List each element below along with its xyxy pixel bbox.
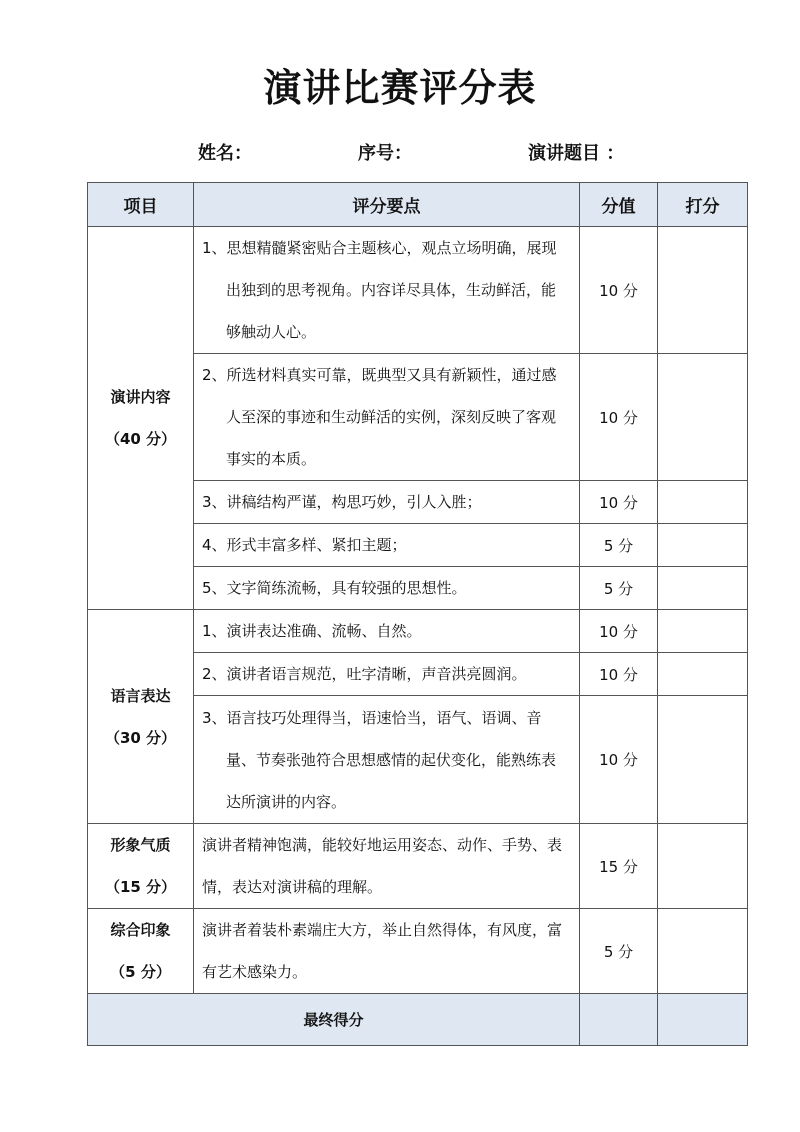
- criteria-text: 1、演讲表达准确、流畅、自然。: [202, 622, 422, 640]
- category-score: （40 分）: [104, 430, 177, 448]
- points-cell: 10 分: [580, 227, 658, 354]
- criteria-cell: [194, 481, 580, 524]
- score-input-cell[interactable]: [658, 354, 748, 481]
- topic-label: 演讲题目 ：: [528, 143, 625, 164]
- table-row: [88, 610, 748, 653]
- page-title: 演讲比赛评分表: [263, 66, 537, 110]
- category-cell: [88, 610, 194, 824]
- criteria-text: 5、文字简练流畅，具有较强的思想性。: [202, 579, 467, 597]
- points-cell: 10 分: [580, 610, 658, 653]
- score-input-cell[interactable]: [658, 481, 748, 524]
- score-input-cell[interactable]: [658, 567, 748, 610]
- score-input-cell[interactable]: [658, 610, 748, 653]
- final-points-cell: [580, 994, 658, 1046]
- score-table: [87, 182, 748, 1046]
- table-row: [88, 824, 748, 909]
- points-cell: 15 分: [580, 824, 658, 909]
- category-cell: [88, 824, 194, 909]
- criteria-cell: [194, 909, 580, 994]
- table-header-row: [88, 183, 748, 227]
- criteria-cell: [194, 696, 580, 824]
- score-input-cell[interactable]: [658, 824, 748, 909]
- category-name: 演讲内容: [110, 388, 171, 406]
- category-score: （30 分）: [104, 728, 177, 747]
- header-score: 打分: [658, 183, 748, 227]
- category-name: 形象气质: [110, 836, 171, 854]
- points-cell: 10 分: [580, 354, 658, 481]
- header-points: 分值: [580, 183, 658, 227]
- criteria-cell: [194, 354, 580, 481]
- points-cell: 5 分: [580, 567, 658, 610]
- criteria-cell: [194, 524, 580, 567]
- criteria-cell: [194, 610, 580, 653]
- criteria-text: 3、语言技巧处理得当，语速恰当，语气、语调、音量、节奏张弛符合思想感情的起伏变化，能熟练表达所演讲的内容。: [202, 708, 557, 811]
- criteria-cell: [194, 824, 580, 909]
- table-row: [88, 909, 748, 994]
- criteria-text: 演讲者着装朴素端庄大方，举止自然得体，有风度，富有艺术感染力。: [202, 921, 563, 981]
- criteria-text: 2、所选材料真实可靠，既典型又具有新颖性，通过感人至深的事迹和生动鲜活的实例，深刻反映了客观事实的本质。: [202, 366, 557, 468]
- points-cell: 10 分: [580, 481, 658, 524]
- final-score-input-cell[interactable]: [658, 994, 748, 1046]
- category-cell: [88, 227, 194, 610]
- criteria-text: 3、讲稿结构严谨，构思巧妙，引人入胜；: [202, 493, 482, 511]
- category-name: 语言表达: [110, 686, 171, 705]
- score-input-cell[interactable]: [658, 696, 748, 824]
- header-item: 项目: [88, 183, 194, 227]
- criteria-cell: [194, 227, 580, 354]
- category-name: 综合印象: [110, 921, 171, 939]
- category-cell: [88, 909, 194, 994]
- points-cell: 10 分: [580, 653, 658, 696]
- points-cell: 5 分: [580, 909, 658, 994]
- category-score: （15 分）: [104, 878, 177, 896]
- score-input-cell[interactable]: [658, 227, 748, 354]
- criteria-text: 2、演讲者语言规范，吐字清晰，声音洪亮圆润。: [202, 665, 527, 683]
- criteria-text: 4、形式丰富多样、紧扣主题；: [202, 536, 407, 554]
- points-cell: 10 分: [580, 696, 658, 824]
- header-criteria: 评分要点: [194, 183, 580, 227]
- score-input-cell[interactable]: [658, 653, 748, 696]
- final-score-row: [88, 994, 748, 1046]
- criteria-cell: [194, 567, 580, 610]
- criteria-cell: [194, 653, 580, 696]
- points-cell: 5 分: [580, 524, 658, 567]
- sequence-label: 序号：: [358, 143, 412, 164]
- score-input-cell[interactable]: [658, 909, 748, 994]
- criteria-text: 演讲者精神饱满，能较好地运用姿态、动作、手势、表情，表达对演讲稿的理解。: [202, 836, 563, 896]
- final-score-label: 最终得分: [88, 994, 580, 1046]
- name-label: 姓名：: [198, 143, 252, 164]
- category-score: （5 分）: [110, 963, 171, 981]
- criteria-text: 1、思想精髓紧密贴合主题核心，观点立场明确，展现出独到的思考视角。内容详尽具体，生动鲜活，能够触动人心。: [202, 239, 557, 341]
- score-input-cell[interactable]: [658, 524, 748, 567]
- table-row: [88, 227, 748, 354]
